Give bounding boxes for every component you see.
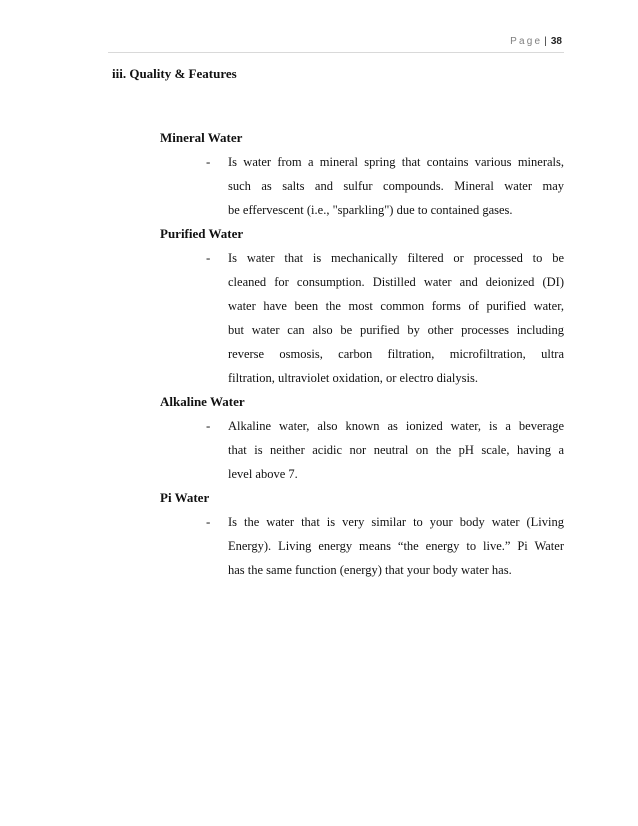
bullet-dash: - (206, 154, 211, 169)
item-alkaline-water (160, 390, 564, 486)
bullet-dash: - (206, 514, 211, 529)
body-line: but water can also be purified by other processes including (228, 323, 564, 337)
section-heading: iii. Quality & Features (112, 66, 237, 81)
item-title: Mineral Water (160, 130, 243, 145)
header-divider (108, 52, 564, 53)
body-line: such as salts and sulfur compounds. Mineral water may (228, 179, 564, 193)
body-line: Is water from a mineral spring that contains various minerals, (228, 155, 564, 169)
bullet-dash: - (206, 250, 211, 265)
body-line: reverse osmosis, carbon filtration, microfiltration, ultra (228, 347, 564, 361)
item-mineral-water (160, 126, 564, 222)
item-title: Alkaline Water (160, 394, 245, 409)
body-line: cleaned for consumption. Distilled water and deionized (DI) (228, 275, 564, 289)
page-header (510, 36, 562, 47)
body-line: water have been the most common forms of purified water, (228, 299, 564, 313)
item-description (206, 414, 564, 486)
body-line: filtration, ultraviolet oxidation, or electro dialysis. (228, 371, 478, 385)
item-pi-water (160, 486, 564, 582)
body-line: has the same function (energy) that your body water has. (228, 563, 512, 577)
body-line: that is neither acidic nor neutral on the pH scale, having a (228, 443, 564, 457)
item-title: Pi Water (160, 490, 210, 505)
document-body (160, 126, 564, 582)
item-purified-water (160, 222, 564, 390)
body-line: level above 7. (228, 467, 298, 481)
item-description (206, 510, 564, 582)
body-line: Is water that is mechanically filtered or processed to be (228, 251, 564, 265)
page-number: 38 (550, 36, 562, 47)
body-line: Is the water that is very similar to your body water (Living (228, 515, 564, 529)
bullet-dash: - (206, 418, 211, 433)
item-title: Purified Water (160, 226, 244, 241)
page-label: Page (510, 36, 543, 47)
item-description (206, 150, 564, 222)
body-line: be effervescent (i.e., "sparkling") due to contained gases. (228, 203, 513, 217)
item-description (206, 246, 564, 390)
body-line: Energy). Living energy means “the energy to live.” Pi Water (228, 539, 564, 553)
body-line: Alkaline water, also known as ionized water, is a beverage (228, 419, 564, 433)
page-separator: | (544, 36, 547, 47)
